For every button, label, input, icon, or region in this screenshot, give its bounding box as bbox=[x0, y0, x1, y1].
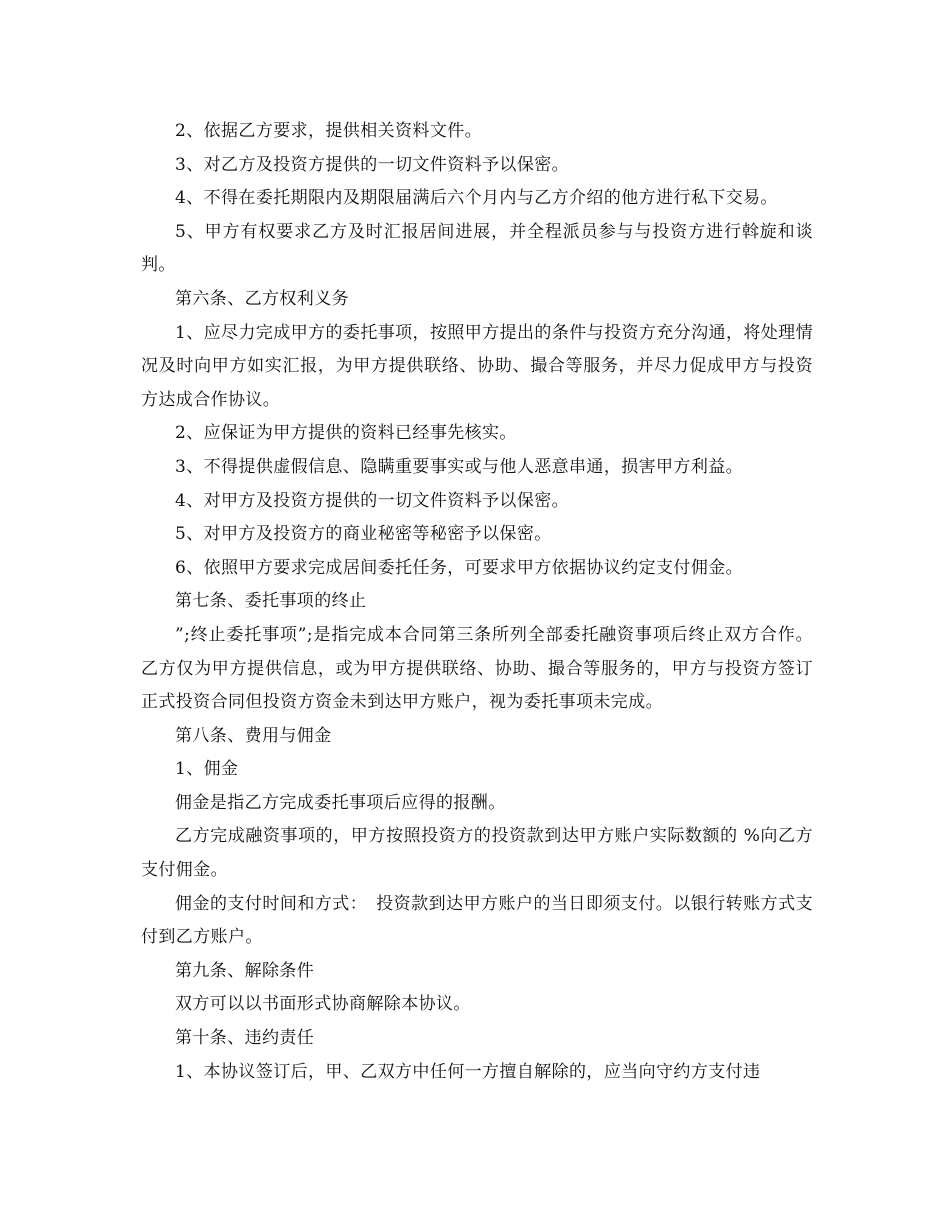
paragraph-no-private-trade: 4、不得在委托期限内及期限届满后六个月内与乙方介绍的他方进行私下交易。 bbox=[175, 188, 778, 209]
paragraph-termination-written: 双方可以以书面形式协商解除本协议。 bbox=[175, 994, 471, 1015]
paragraph-no-false-info: 3、不得提供虚假信息、隐瞒重要事实或与他人恶意串通，损害甲方利益。 bbox=[175, 456, 744, 477]
section-heading-article-7: 第七条、委托事项的终止 bbox=[175, 591, 367, 612]
paragraph-breach-liability: 1、本协议签订后，甲、乙双方中任何一方擅自解除的，应当向守约方支付违 bbox=[175, 1061, 761, 1082]
paragraph-report-progress: 5、甲方有权要求乙方及时汇报居间进展，并全程派员参与与投资方进行斡旋和谈判。 bbox=[141, 221, 813, 276]
paragraph-complete-entrustment: 1、应尽力完成甲方的委托事项，按照甲方提出的条件与投资方充分沟通，将处理情况及时向甲方如实汇报，为甲方提供联络、协助、撮合等服务，并尽力促成甲方与投资方达成合作协议。 bbox=[141, 322, 813, 410]
paragraph-commission-definition: 佣金是指乙方完成委托事项后应得的报酬。 bbox=[175, 792, 506, 813]
paragraph-trade-secrets: 5、对甲方及投资方的商业秘密等秘密予以保密。 bbox=[175, 524, 552, 545]
subheading-commission: 1、佣金 bbox=[175, 759, 239, 780]
paragraph-request-commission: 6、依照甲方要求完成居间委托任务，可要求甲方依据协议约定支付佣金。 bbox=[175, 557, 744, 578]
paragraph-confidentiality-a: 3、对乙方及投资方提供的一切文件资料予以保密。 bbox=[175, 154, 570, 175]
paragraph-commission-payment: 佣金的支付时间和方式： 投资款到达甲方账户的当日即须支付。以银行转账方式支付到乙方账户。 bbox=[141, 893, 813, 948]
paragraph-confidentiality-b: 4、对甲方及投资方提供的一切文件资料予以保密。 bbox=[175, 490, 570, 511]
document-body bbox=[141, 115, 813, 1089]
section-heading-article-8: 第八条、费用与佣金 bbox=[175, 725, 332, 746]
paragraph-verify-materials: 2、应保证为甲方提供的资料已经事先核实。 bbox=[175, 423, 517, 444]
paragraph-commission-rate: 乙方完成融资事项的，甲方按照投资方的投资款到达甲方账户实际数额的 %向乙方支付佣金。 bbox=[141, 826, 813, 881]
section-heading-article-10: 第十条、违约责任 bbox=[175, 1028, 315, 1049]
paragraph-termination-definition: ”;终止委托事项”;是指完成本合同第三条所列全部委托融资事项后终止双方合作。乙方仅为甲方提供信息，或为甲方提供联络、协助、撮合等服务的，甲方与投资方签订正式投资合同但投资方资金未到达甲方账户，视为委托事项未完成。 bbox=[141, 624, 813, 713]
section-heading-article-9: 第九条、解除条件 bbox=[175, 960, 315, 981]
paragraph-provide-materials: 2、依据乙方要求，提供相关资料文件。 bbox=[175, 121, 483, 141]
section-heading-article-6: 第六条、乙方权利义务 bbox=[175, 288, 349, 309]
